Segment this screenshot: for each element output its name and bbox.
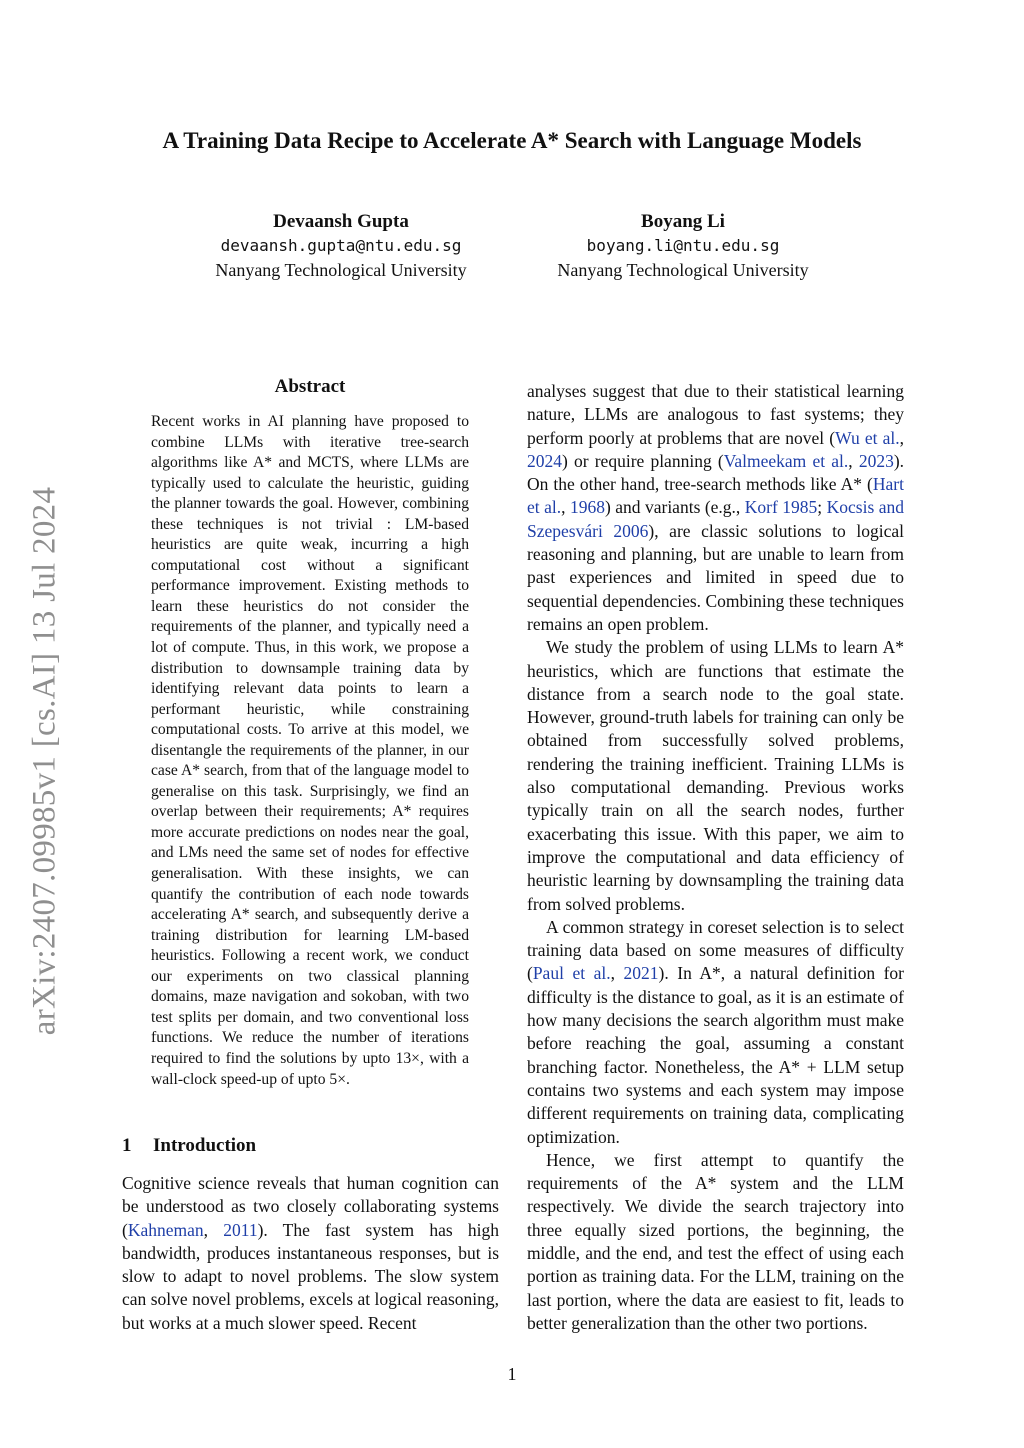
citation-link[interactable]: Kocsis and Szepesvári 2006 [527,497,904,541]
citation-link[interactable]: Korf 1985 [744,497,818,518]
citation-link[interactable]: Kahneman [127,1219,204,1240]
left-column-body [122,1172,499,1335]
author-affiliation: Nanyang Technological University [215,260,467,280]
citation-link[interactable]: Hart et al. [527,474,904,518]
body-text: ). In A*, a natural definition for difficulty is the distance to goal, as it is an estimate of how many decisions the search algorithm must make before reaching the goal, assuming a constant branching factor. Nonetheless, the A* + LLM setup contains two systems and each system may impose different requirements on training data, complicating optimization. [527,963,904,1147]
citation-link[interactable]: 2024 [527,450,562,471]
intro-paragraph-4: Hence, we first attempt to quantify the requirements of the A* system and the LLM respectively. We divide the search trajectory into three equally sized portions, the beginning, the middle, and the end, and test the effect of using each portion as training data. For the LLM, training on the last portion, where the data are easiest to fit, leads to better generalization than the other two portions. [527,1149,904,1333]
section-heading-introduction [122,1135,256,1157]
intro-paragraph-1 [122,1172,499,1335]
intro-paragraph-continued [527,380,904,636]
body-text: ), are classic solutions to logical reasoning and planning, but are unable to learn from past experiences and limited in speed due to sequential dependencies. Combining these techniques remains an open problem. [527,520,904,634]
body-text: , [899,427,905,448]
abstract-text: Recent works in AI planning have proposed to combine LLMs with iterative tree-search algorithms like A* and MCTS, where LLMs are typically used to calculate the heuristic, guiding the planner towards the goal. However, combining these techniques is not trivial : LM-based heuristics are quite weak, incurring a high computational cost without a significant performance improvement. Existing methods to learn these heuristics do not consider the requirements of the planner, and typically need a lot of compute. Thus, in this work, we propose a distribution to downsample training data by identifying relevant data points to learn a performant heuristic, while constraining computational costs. To arrive at this model, we disentangle the requirements of the planner, in our case A* search, from that of the language model to generalise on this task. Surprisingly, we find an overlap between their requirements; A* requires more accurate predictions on nodes near the goal, and LMs need the same set of nodes for effective generalisation. With these insights, we can quantify the contribution of each node towards accelerating A* search, and subsequently derive a training distribution for learning LM-based heuristics. Following a recent work, we conduct our experiments on two classical planning domains, maze navigation and sokoban, with two test splits per domain, and two conventional loss functions. We reduce the number of iterations required to find the solutions by upto 13×, with a wall-clock speed-up of upto 5×. [151,413,469,1088]
body-text: , [203,1219,224,1240]
author-email: devaansh.gupta@ntu.edu.sg [220,236,462,255]
intro-paragraph-2: We study the problem of using LLMs to learn A* heuristics, which are functions that estimate the distance from a search node to the goal state. However, ground-truth labels for training can only be obtained from successfully solved problems, rendering the training inefficient. Training LLMs is also computational demanding. Previous works typically train on all the search nodes, further exacerbating this issue. With this paper, we aim to improve the computational and data efficiency of heuristic learning by downsampling the training data from solved problems. [527,637,904,914]
body-text: , [561,497,570,518]
page-number: 1 [507,1364,517,1384]
author-name: Devaansh Gupta [273,211,409,232]
citation-link[interactable]: Valmeekam et al. [723,450,849,471]
author-email: boyang.li@ntu.edu.sg [586,236,780,255]
citation-link[interactable]: Paul et al. [532,963,611,984]
body-text: Cognitive science reveals that human cognition can be understood as two closely collaborating systems ( [122,1173,499,1240]
citation-link[interactable]: 2023 [858,450,894,471]
body-text: ). On the other hand, tree-search methods like A* ( [527,450,905,495]
abstract-heading: Abstract [274,376,346,397]
citation-link[interactable]: 2011 [223,1219,258,1240]
right-column [527,380,904,1335]
abstract-section [151,376,469,1090]
body-text: , [848,450,859,471]
intro-paragraph-3 [527,916,904,1149]
arxiv-stamp-text: arXiv:2407.09985v1 [cs.AI] 13 Jul 2024 [26,486,63,1036]
body-text: analyses suggest that due to their statistical learning nature, LLMs are analogous to fast systems; they perform poorly at problems that are novel ( [527,381,904,448]
author-name: Boyang Li [641,211,725,232]
body-text: ) or require planning ( [562,450,724,471]
citation-link[interactable]: 1968 [569,497,605,518]
author-affiliation: Nanyang Technological University [557,260,809,280]
author-block-1 [181,210,501,282]
body-text: ). The fast system has high bandwidth, produces instantaneous responses, but is slow to adapt to novel problems. The slow system can solve novel problems, excels at logical reasoning, but works at a much slower speed. Recent [122,1219,499,1333]
section-number: 1 [122,1135,132,1156]
body-text: , [610,963,624,984]
citation-link[interactable]: Wu et al. [835,427,900,448]
author-block-2 [523,210,843,282]
body-text: ) and variants (e.g., [604,497,745,518]
citation-link[interactable]: 2021 [623,963,659,984]
body-text: A common strategy in coreset selection is to select training data based on some measures of difficulty ( [527,916,904,984]
paper-title: A Training Data Recipe to Accelerate A* Search with Language Models [162,128,862,153]
section-title: Introduction [153,1135,257,1156]
body-text: ; [817,497,827,518]
arxiv-stamp [15,466,75,1056]
